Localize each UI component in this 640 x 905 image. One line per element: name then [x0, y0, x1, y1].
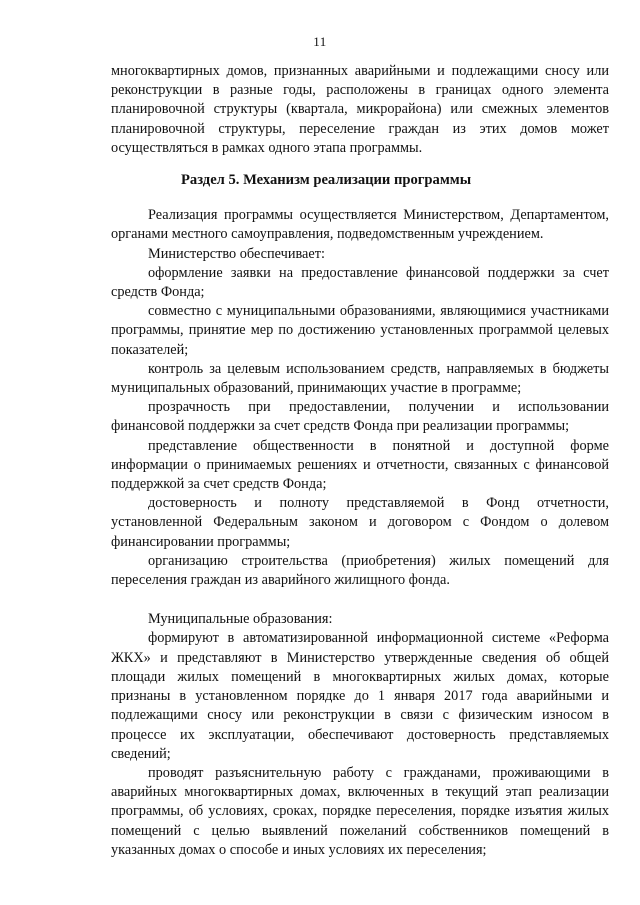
- paragraph-form-data: формируют в автоматизированной информационной системе «Реформа ЖКХ» и представляют в Министерство утвержденные сведения об общей площади жилых помещений в многоквартирных жилых домах, которые признаны в установленном порядке до 1 января 2017 года аварийными и подлежащими сносу или реконструкции в связи с физическим износом в процессе их эксплуатации, обеспечивают достоверность представляемых сведений;: [111, 630, 609, 762]
- paragraph-municipalities: Муниципальные образования:: [148, 611, 333, 628]
- paragraph-implementation: Реализация программы осуществляется Министерством, Департаментом, органами местного самоуправления, подведомственным учреждением.: [111, 207, 609, 243]
- paragraph-public-info: представление общественности в понятной и доступной форме информации о принимаемых решениях и отчетности, связанных с финансовой поддержкой за счет средств Фонда;: [111, 437, 609, 493]
- paragraph-control: контроль за целевым использованием средств, направляемых в бюджеты муниципальных образований, принимающих участие в программе;: [111, 360, 609, 397]
- document-body: [111, 62, 609, 860]
- paragraph-joint-measures: совместно с муниципальными образованиями, являющимися участниками программы, принятие мер по достижению установленных программой целевых показателей;: [111, 303, 609, 358]
- paragraph-ministry-ensures: Министерство обеспечивает:: [148, 245, 325, 262]
- paragraph-construction: организацию строительства (приобретения) жилых помещений для переселения граждан из аварийного жилищного фонда.: [111, 552, 609, 589]
- paragraph-explanatory-work: проводят разъяснительную работу с гражданами, проживающими в аварийных многоквартирных домах, включенных в текущий этап реализации программы, об условиях, сроках, порядке переселения, порядке изъятия жилых помещений с целью выявлений пожеланий собственников помещений в указанных домах о способе и иных условиях их переселения;: [111, 764, 609, 858]
- intro-paragraph: многоквартирных домов, признанных аварийными и подлежащими сносу или реконструкции в разные годы, расположены в границах одного элемента планировочной структуры (квартала, микрорайона) или смежных элементов планировочной структуры, переселение граждан из этих домов может осуществляться в рамках одного этапа программы.: [111, 63, 609, 156]
- section-heading: Раздел 5. Механизм реализации программы: [181, 172, 472, 189]
- page-number: 11: [313, 34, 327, 49]
- paragraph-transparency: прозрачность при предоставлении, получении и использовании финансовой поддержки за счет средств Фонда при реализации программы;: [111, 399, 609, 435]
- paragraph-application: оформление заявки на предоставление финансовой поддержки за счет средств Фонда;: [111, 264, 609, 301]
- paragraph-gap: [111, 590, 609, 610]
- paragraph-reporting: достоверность и полноту представляемой в Фонд отчетности, установленной Федеральным законом и договором с Фондом о долевом финансировании программы;: [111, 495, 609, 550]
